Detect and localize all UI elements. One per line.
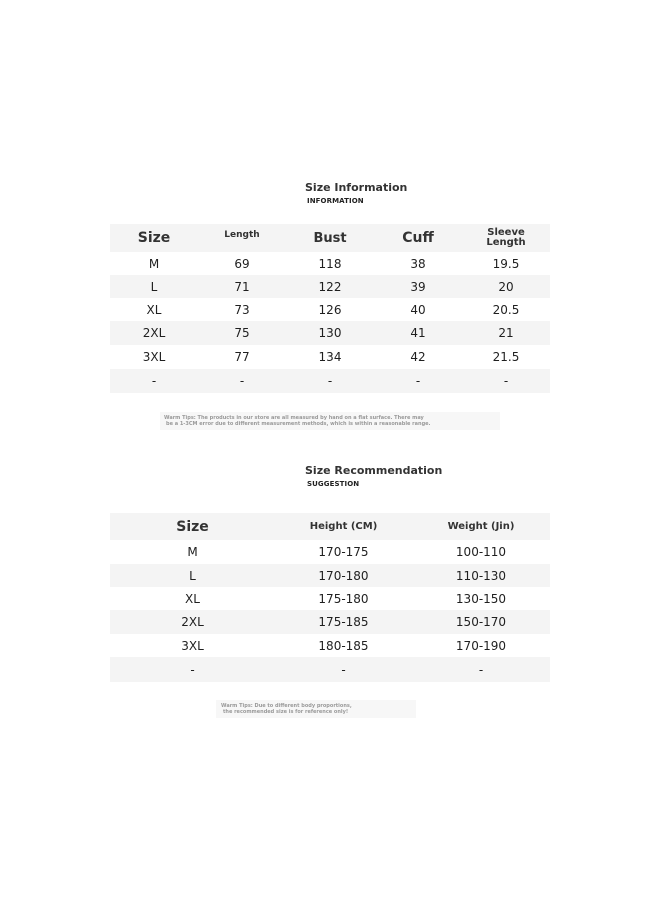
cell: L [189, 568, 196, 583]
cell: 20.5 [492, 302, 520, 317]
cell: - [190, 662, 195, 677]
cell: 73 [234, 302, 250, 317]
cell: XL [146, 302, 162, 317]
cell: 180-185 [318, 638, 369, 653]
cell: - [503, 374, 509, 388]
cell: - [341, 662, 346, 677]
size-information-warm-tip [164, 415, 504, 427]
size-recommendation-title: Size Recommendation [305, 464, 443, 477]
cell: 19.5 [492, 256, 520, 271]
table-header-row [110, 513, 550, 540]
cell: 20 [498, 279, 514, 294]
cell: 130-150 [455, 591, 507, 606]
cell: 41 [410, 326, 426, 340]
size-information-table [110, 224, 550, 393]
cell: 126 [318, 302, 342, 317]
size-recommendation-warm-tip [221, 703, 421, 715]
tip-line: Warm Tips: The products in our store are all measured by hand on a flat surface. There may [164, 415, 424, 421]
cell: 110-130 [455, 568, 507, 583]
cell: 118 [318, 256, 342, 271]
cell: 3XL [142, 350, 166, 364]
header-weight: Weight (Jin) [447, 521, 515, 532]
cell: 100-110 [455, 545, 507, 559]
cell: 175-180 [318, 591, 369, 606]
header-size: Size [176, 518, 209, 535]
table-row [110, 540, 550, 564]
cell: 42 [410, 350, 426, 364]
cell: - [151, 374, 157, 388]
cell: L [150, 279, 158, 294]
tip-line: Warm Tips: Due to different body proportions, [221, 703, 352, 709]
header-cuff: Cuff [402, 230, 434, 246]
size-information-subtitle: INFORMATION [307, 197, 364, 205]
table-row [110, 298, 550, 321]
cell: M [148, 256, 160, 271]
cell: 21.5 [492, 350, 520, 364]
cell: 134 [318, 350, 342, 364]
table-row [110, 369, 550, 393]
cell: 39 [410, 279, 426, 294]
table-row [110, 321, 550, 345]
header-size: Size [137, 230, 171, 246]
table-row [110, 564, 550, 587]
cell: 21 [498, 326, 514, 340]
header-length: Length [224, 230, 260, 240]
cell: 150-170 [455, 615, 507, 629]
header-sleeve-length-line: Sleeve [487, 227, 525, 238]
cell: 2XL [181, 615, 204, 629]
cell: 38 [410, 256, 426, 271]
table-row [110, 657, 550, 682]
tip-line: be a 1-3CM error due to different measurement methods, which is within a reasonable range. [166, 421, 431, 427]
cell: - [327, 374, 333, 388]
cell: 40 [410, 302, 426, 317]
cell: - [239, 374, 245, 388]
table-row [110, 252, 550, 275]
table-header-row [110, 224, 550, 252]
tip-line: the recommended size is for reference only! [223, 709, 349, 715]
header-bust: Bust [313, 230, 347, 246]
cell: M [187, 545, 198, 559]
cell: 130 [318, 326, 342, 340]
cell: 170-180 [318, 568, 369, 583]
table-row [110, 275, 550, 298]
cell: 170-190 [455, 638, 507, 653]
header-sleeve-length [462, 224, 550, 252]
table-row [110, 345, 550, 369]
cell: XL [185, 591, 200, 606]
cell: 75 [234, 326, 250, 340]
size-recommendation-subtitle: SUGGESTION [307, 480, 360, 488]
cell: 170-175 [318, 545, 369, 559]
size-information-title: Size Information [305, 181, 408, 194]
cell: 122 [318, 279, 342, 294]
cell: - [478, 662, 484, 677]
table-row [110, 634, 550, 657]
cell: - [415, 374, 421, 388]
cell: 71 [234, 279, 250, 294]
cell: 3XL [181, 638, 204, 653]
cell: 2XL [142, 326, 166, 340]
size-recommendation-table [110, 513, 550, 682]
table-row [110, 610, 550, 634]
cell: 77 [234, 350, 250, 364]
cell: 69 [234, 256, 250, 271]
header-height: Height (CM) [309, 521, 378, 532]
cell: 175-185 [318, 615, 369, 629]
table-row [110, 587, 550, 610]
header-sleeve-length-line: Length [486, 237, 526, 248]
